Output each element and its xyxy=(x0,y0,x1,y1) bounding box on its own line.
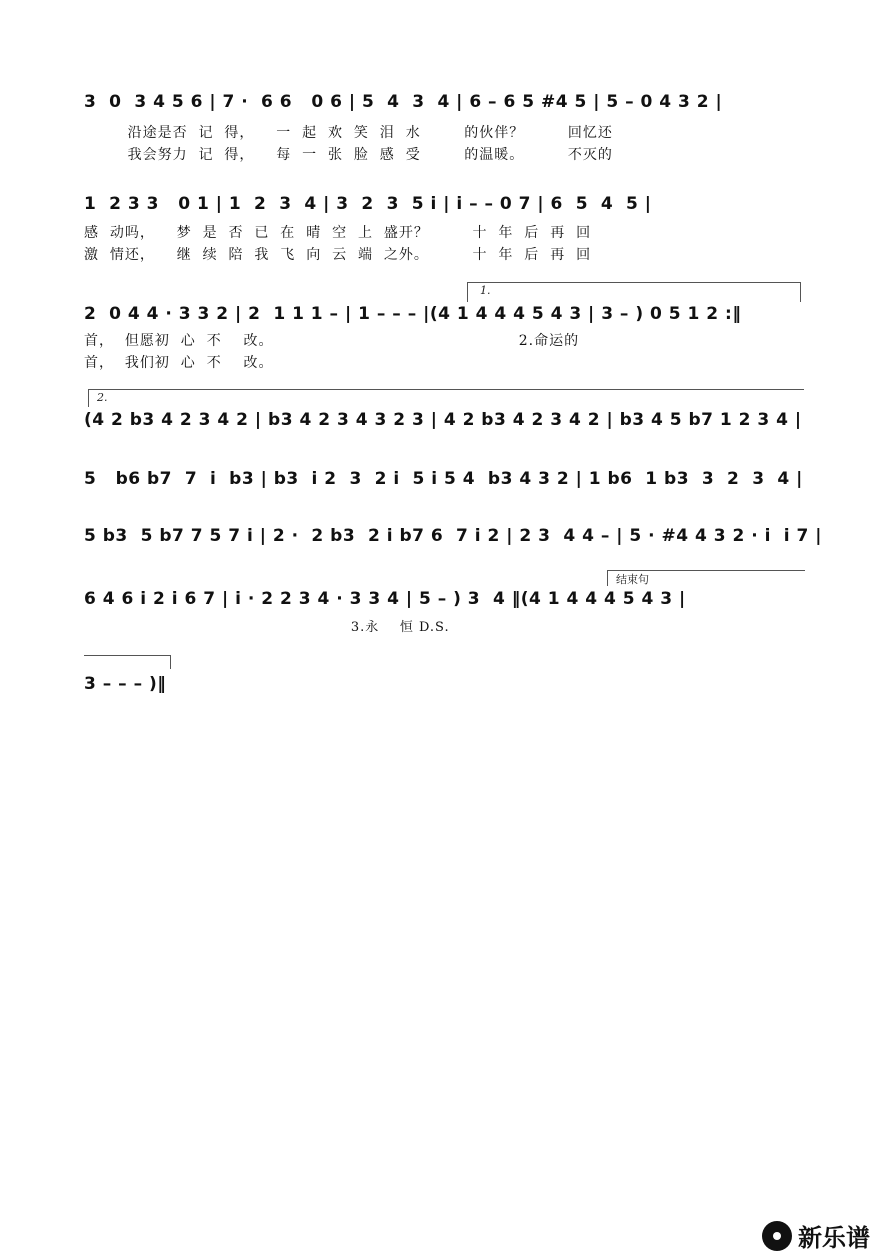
vinyl-disc-icon xyxy=(762,1221,792,1251)
volta-2-left-edge xyxy=(88,389,89,407)
volta-1-left-edge xyxy=(467,282,468,302)
lyric-line-3-verse-1: 首， 但愿初 心 不 改。 2.命运的 xyxy=(84,333,580,349)
notes-line-5: 5 b6 b7 7 i b3 | b3 i 2 3 2 i 5 i 5 4 b3 4 3 2 | 1 b6 1 b3 3 2 3 4 | xyxy=(84,469,803,489)
notes-line-1: 3 0 3 4 5 6 | 7 · 6 6 0 6 | 5 4 3 4 | 6 – 6 5 #4 5 | 5 – 0 4 3 2 | xyxy=(84,92,723,112)
notes-line-2: 1 2 3 3 0 1 | 1 2 3 4 | 3 2 3 5 i | i – – 0 7 | 6 5 4 5 | xyxy=(84,194,652,214)
ending-bracket-left-edge xyxy=(607,570,608,586)
notes-line-6: 5 b3 5 b7 7 5 7 i | 2 · 2 b3 2 i b7 6 7 i 2 | 2 3 4 4 – | 5 · #4 4 3 2 · i i 7 | xyxy=(84,526,822,546)
lyric-line-1-verse-1: 沿途是否 记 得， 一 起 欢 笑 泪 水 的伙伴？ 回忆还 xyxy=(84,125,613,141)
volta-1-right-edge xyxy=(800,282,801,302)
notes-line-4: (4 2 b3 4 2 3 4 2 | b3 4 2 3 4 3 2 3 | 4 2 b3 4 2 3 4 2 | b3 4 5 b7 1 2 3 4 | xyxy=(84,410,802,430)
volta-1-bracket xyxy=(467,282,800,283)
lyric-line-2-verse-2: 激 情还， 继 续 陪 我 飞 向 云 端 之外。 十 年 后 再 回 xyxy=(84,247,592,263)
volta-1-label: 1. xyxy=(480,284,491,297)
notes-line-8: 3 – – – )‖ xyxy=(84,674,167,694)
ending-label: 结束句 xyxy=(616,573,649,586)
volta-2-label: 2. xyxy=(97,391,108,404)
continuation-bracket-right-edge xyxy=(170,655,171,669)
lyric-line-3-verse-2: 首， 我们初 心 不 改。 xyxy=(84,355,274,371)
lyric-line-7: 3.永 恒 D.S. xyxy=(84,620,450,635)
notes-line-7: 6 4 6 i 2 i 6 7 | i · 2 2 3 4 · 3 3 4 | 5 – ) 3 4 ‖(4 1 4 4 4 5 4 3 | xyxy=(84,589,686,609)
volta-2-bracket xyxy=(88,389,804,390)
lyric-line-1-verse-2: 我会努力 记 得， 每 一 张 脸 感 受 的温暖。 不灭的 xyxy=(84,147,613,163)
lyric-line-2-verse-1: 感 动吗， 梦 是 否 已 在 晴 空 上 盛开？ 十 年 后 再 回 xyxy=(84,225,592,241)
notes-line-3: 2 0 4 4 · 3 3 2 | 2 1 1 1 – | 1 – – – |(4 1 4 4 4 5 4 3 | 3 – ) 0 5 1 2 :‖ xyxy=(84,304,742,324)
site-logo xyxy=(762,1218,870,1253)
continuation-bracket xyxy=(84,655,170,656)
logo-text: 新乐谱 xyxy=(798,1224,870,1252)
